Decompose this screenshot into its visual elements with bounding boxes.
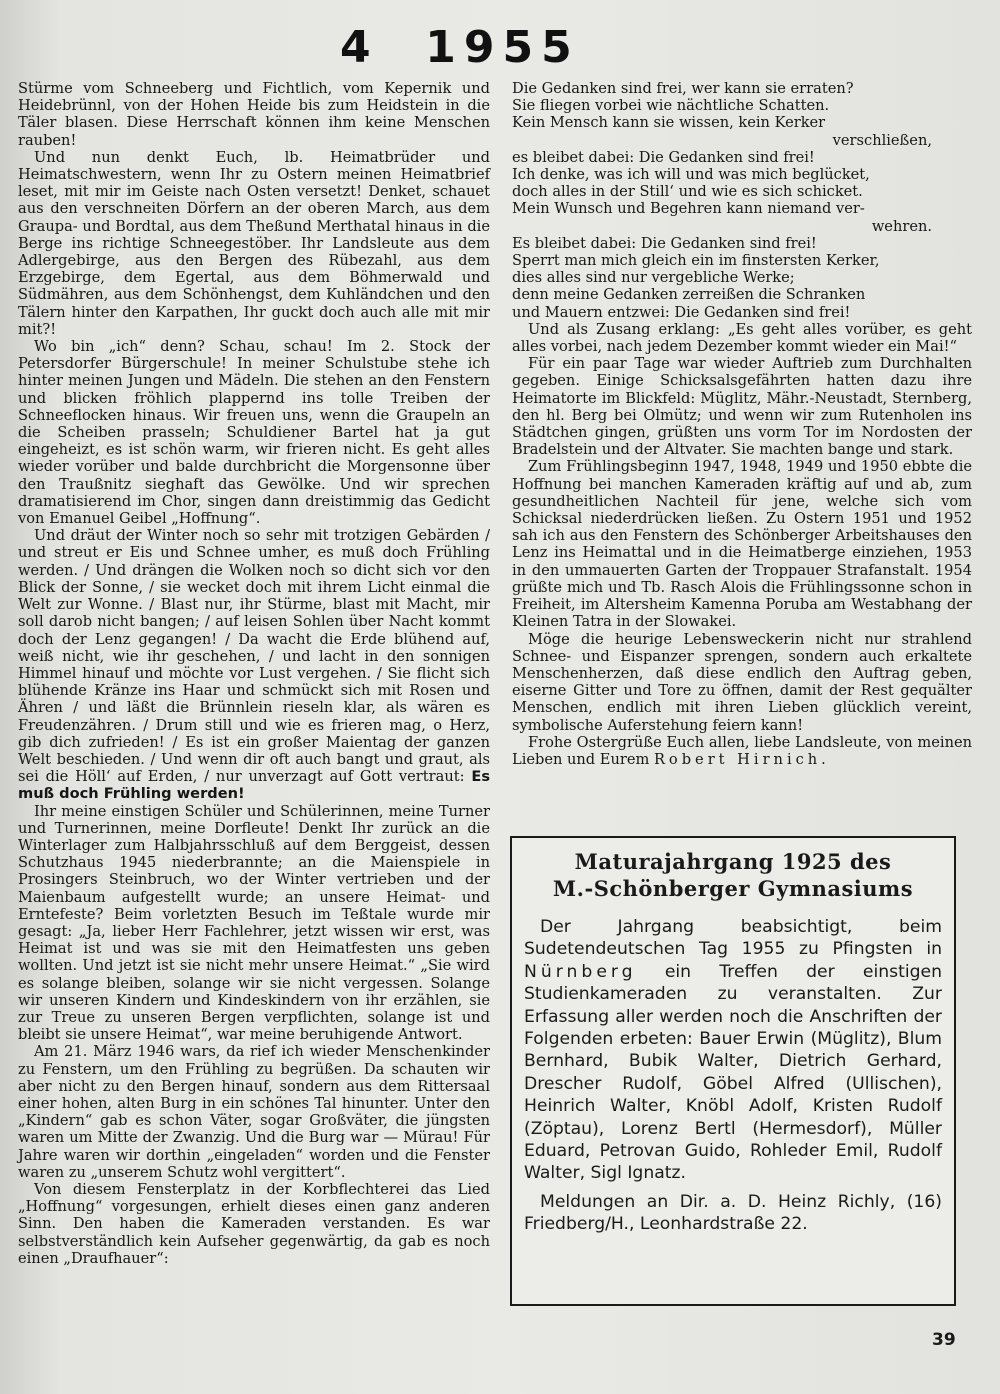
- poem-text: Und dräut der Winter noch so sehr mit trotzigen Gebärden / und streut er Eis und Schnee umher, es muß doch Frühling werden. / Und drängen die Wolken noch so dicht sich vor den Blick der Sonne, / sie wecket doch mit ihrem Licht einmal die Welt zur Wonne. / Blast nur, ihr Stürme, blast mit Macht, mir soll darob nicht bangen; / auf leisen Sohlen über Nacht kommt doch der Lenz gegangen! / Da wacht die Erde blühend auf, weiß nicht, wie ihr geschehen, / und lacht in den sonnigen Himmel hinauf und möchte vor Lust vergehen. / Sie flicht sich blühende Kränze ins Haar und schmückt sich mit Rosen und Ähren / und läßt die Brünnlein rieseln klar, als wären es Freudenzähren. / Drum still und wie es frieren mag, o Herz, gib dich zufrieden! / Es ist ein großer Maientag der ganzen Welt beschieden. / Und wenn dir oft auch bangt und graut, als sei die Höll‘ auf Erden, / nur unverzagt auf Gott vertraut:: [18, 527, 490, 786]
- poem-line: verschließen,: [832, 131, 932, 149]
- poem-line: es bleibet dabei: Die Gedanken sind frei!: [512, 148, 815, 166]
- paragraph: Ihr meine einstigen Schüler und Schülerinnen, meine Turner und Turnerinnen, meine Dorfleute! Denkt Ihr zurück an die Winterlager zum Halbjahrsschluß auf dem Berggeist, dessen Schutzhaus 1945 niederbrannte; an die Maienspiele in Prosingers Steinbruch, wo der Winter vertrieben und der Maienbaum aufgestellt wurde; an unsere Heimat- und Erntefeste? Beim vorletzten Besuch im Teßtale wurde mir gesagt: „Ja, lieber Herr Fachlehrer, jetzt wissen wir erst, was Heimat ist und was sie mit den Heimatfesten uns geben wollten. Und jetzt ist sie nicht mehr unsere Heimat.“ „Sie wird es solange bleiben, solange wir sie nicht vergessen. Solange wir unseren Kindern und Kindeskindern von ihr erzählen, sie zur Treue zu unseren Bergen verpflichten, solange ist und bleibt sie unsere Heimat“, war meine beruhigende Antwort.: [18, 802, 490, 1044]
- poem-line: Sperrt man mich gleich ein im finstersten Kerker,: [512, 252, 880, 270]
- intro-text: Der Jahrgang beabsichtigt, beim Sudetendeutschen Tag 1955 zu Pfingsten in: [524, 917, 942, 960]
- left-column: [18, 80, 490, 1267]
- announcement-title: [524, 848, 942, 902]
- poem-line: wehren.: [871, 217, 932, 235]
- poem-line: Mein Wunsch und Begehren kann niemand ver-: [512, 200, 865, 218]
- poem-line: Sie fliegen vorbei wie nächtliche Schatten.: [512, 97, 830, 115]
- poem-line: Es bleibet dabei: Die Gedanken sind frei!: [512, 234, 817, 252]
- poem-paragraph: [18, 527, 490, 802]
- announcement-body: [524, 916, 942, 1236]
- intro-text-2: ein Treffen der einstigen Studienkameraden zu veranstalten. Zur Erfassung aller werden noch die Anschriften der Folgenden erbeten:: [524, 961, 942, 1050]
- title-line: Maturajahrgang 1925 des: [574, 849, 892, 874]
- paragraph: Am 21. März 1946 wars, da rief ich wieder Menschenkinder zu Fenstern, um den Frühling zu begrüßen. Da schauten wir aber nicht zu den Bergen hinauf, sondern aus dem Rittersaal einer hohen, alten Burg in ein schönes Tal hinunter. Unter den „Kindern“ gab es schon Väter, sogar Großväter, die jüngsten waren um Mitte der Zwanzig. Und die Burg war — Mürau! Für Jahre waren wir dorthin „eingeladen“ worden und die Fenster waren zu „unserem Schutz wohl vergittert“.: [18, 1043, 490, 1181]
- issue-number: 4: [340, 22, 379, 73]
- paragraph: Von diesem Fensterplatz in der Korbflechterei das Lied „Hoffnung“ vorgesungen, erhielt dieses einen ganz anderen Sinn. Den haben die Kameraden verstanden. Es war selbstverständlich kein Aufseher gegenwärtig, da gab es noch einen „Draufhauer“:: [18, 1181, 490, 1267]
- contact-info: Meldungen an Dir. a. D. Heinz Richly, (16) Friedberg/H., Leonhardstraße 22.: [524, 1191, 942, 1235]
- issue-year: 1955: [425, 22, 580, 73]
- paragraph: Und als Zusang erklang: „Es geht alles vorüber, es geht alles vorbei, nach jedem Dezember kommt wieder ein Mai!“: [512, 320, 972, 356]
- names-list: Bauer Erwin (Müglitz), Blum Bernhard, Bubik Walter, Dietrich Gerhard, Drescher Rudolf, Göbel Alfred (Ullischen), Heinrich Walter, Knöbl Adolf, Kristen Rudolf (Zöptau), Lorenz Bertl (Hermesdorf), Müller Eduard, Petrovan Guido, Rohleder Emil, Rudolf Walter, Sigl Ignatz.: [524, 1029, 943, 1184]
- poem-gedanken: [512, 80, 972, 321]
- page-number: 39: [932, 1330, 956, 1350]
- poem-line: und Mauern entzwei: Die Gedanken sind frei!: [512, 303, 851, 321]
- poem-line: Ich denke, was ich will und was mich beglücket,: [512, 166, 870, 184]
- poem-line: denn meine Gedanken zerreißen die Schranken: [512, 286, 866, 304]
- paragraph: Wo bin „ich“ denn? Schau, schau! Im 2. Stock der Petersdorfer Bürgerschule! In meiner Schulstube stehe ich hinter meinen Jungen und Mädeln. Die stehen an den Fenstern und blicken fröhlich plappernd ins tolle Treiben der Schneeflocken hinaus. Wir freuen uns, wenn die Graupeln an die Scheiben prasseln; Schuldiener Bartel hat ja gut eingeheizt, es ist schön warm, wir frieren nicht. Es geht alles wieder vorüber und balde durchbricht die Morgensonne über den Traußnitz sieghaft das Gewölke. Und wir sprechen dramatisierend im Chor, singen dann dreistimmig das Gedicht von Emanuel Geibel „Hoffnung“.: [18, 338, 490, 528]
- paragraph: Und nun denkt Euch, lb. Heimatbrüder und Heimatschwestern, wenn Ihr zu Ostern meinen Heimatbrief leset, mit mir im Geiste nach Osten versetzt! Denket, schauet aus den verschneiten Dörfern an der oberen March, aus dem Graupa- und Bordtal, aus dem Theßund Merthatal hinaus in die Berge ins richtige Schneegestöber. Ihr Landsleute aus dem Adlergebirge, aus den Bergen des Rübezahl, aus dem Erzgebirge, dem Egertal, aus dem Böhmerwald und Südmähren, aus dem Schönhengst, dem Kuhländchen und den Tälern hinter den Karpathen, Ihr guckt doch auch alle mit mir mit?!: [18, 148, 490, 338]
- poem-emphasis: Es muß doch Frühling werden!: [18, 768, 490, 803]
- paragraph: Für ein paar Tage war wieder Auftrieb zum Durchhalten gegeben. Einige Schicksalsgefährten hatten dazu ihre Heimatorte im Blickfeld: Müglitz, Mähr.-Neustadt, Sternberg, den hl. Berg bei Olmütz; und wenn wir zum Rutenholen ins Städtchen gingen, grüßten uns vorm Tor im Nordosten der Bradelstein und der Altvater. Sie machten bange und stark.: [512, 355, 972, 459]
- author-signature: Robert Hirnich.: [653, 750, 830, 768]
- poem-line: Die Gedanken sind frei, wer kann sie erraten?: [512, 80, 854, 97]
- closing: [512, 734, 972, 768]
- poem-line: dies alles sind nur vergebliche Werke;: [512, 269, 795, 287]
- paragraph: Stürme vom Schneeberg und Fichtlich, vom Kepernik und Heidebrünnl, von der Hohen Heide bis zum Heidstein in die Täler blasen. Diese Herrschaft können ihm keine Menschen rauben!: [18, 80, 490, 149]
- issue-header: [340, 22, 600, 73]
- title-line: M.-Schönberger Gymnasiums: [552, 876, 914, 901]
- announcement-intro: [524, 916, 942, 1185]
- closing-text: Frohe Ostergrüße Euch allen, liebe Landsleute, von meinen Lieben und Eurem: [512, 733, 972, 768]
- paragraph: Möge die heurige Lebensweckerin nicht nur strahlend Schnee- und Eispanzer sprengen, sondern auch erkaltete Menschenherzen, daß diese endlich den Auftrag geben, eiserne Gitter und Tore zu öffnen, damit der Rest gequälter Menschen, endlich mit ihren Lieben glücklich vereint, symbolische Auferstehung feiern kann!: [512, 630, 972, 734]
- paragraph: Zum Frühlingsbeginn 1947, 1948, 1949 und 1950 ebbte die Hoffnung bei manchen Kameraden kräftig auf und ab, zum gesundheitlichen Nachteil für jene, welche sich vom Schicksal niederdrücken ließen. Zu Ostern 1951 und 1952 sah ich aus den Fenstern des Schönberger Arbeitshauses den Lenz ins Heimattal und in die Heimatberge einziehen, 1953 in den ummauerten Garten der Troppauer Strafanstalt. 1954 grüßte mich und Tb. Rasch Alois die Frühlingssonne schon in Freiheit, im Altersheim Kamenna Poruba am Westabhang der Kleinen Tatra in der Slowakei.: [512, 458, 972, 631]
- announcement-box: [510, 836, 956, 1306]
- city-name: Nürnberg: [524, 961, 637, 982]
- poem-line: Kein Mensch kann sie wissen, kein Kerker: [512, 114, 826, 132]
- right-column: [512, 80, 972, 768]
- poem-line: doch alles in der Still‘ und wie es sich schicket.: [512, 183, 863, 201]
